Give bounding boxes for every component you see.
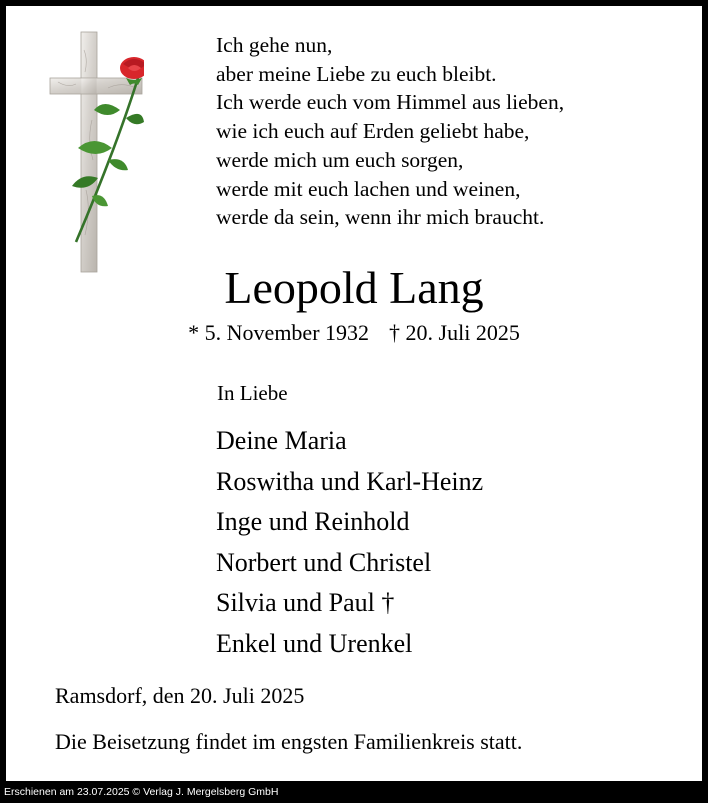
mourners-list — [216, 421, 483, 664]
poem-line: wie ich euch auf Erden geliebt habe, — [216, 119, 530, 144]
burial-note: Die Beisetzung findet im engsten Familienkreis statt. — [55, 729, 523, 754]
mourner-name: Inge und Reinhold — [216, 507, 410, 536]
death-date: † 20. Juli 2025 — [389, 320, 520, 345]
poem — [216, 31, 564, 232]
poem-line: Ich gehe nun, — [216, 33, 333, 57]
place-and-date: Ramsdorf, den 20. Juli 2025 — [55, 683, 305, 708]
greeting: In Liebe — [217, 381, 288, 405]
poem-line: Ich werde euch vom Himmel aus lieben, — [216, 90, 565, 115]
poem-line: werde da sein, wenn ihr mich braucht. — [216, 205, 545, 230]
mourner-name: Enkel und Urenkel — [216, 628, 413, 658]
deceased-name: Leopold Lang — [224, 262, 484, 313]
poem-line: werde mit euch lachen und weinen, — [216, 176, 521, 201]
cross-with-rose-icon — [48, 30, 144, 274]
publication-footer: Erschienen am 23.07.2025 © Verlag J. Mergelsberg GmbH — [4, 786, 279, 798]
obituary-notice — [6, 6, 702, 781]
mourner-name: Deine Maria — [216, 426, 347, 455]
poem-line: aber meine Liebe zu euch bleibt. — [216, 61, 497, 86]
life-dates — [6, 319, 702, 347]
poem-line: werde mich um euch sorgen, — [216, 147, 464, 172]
mourner-name: Silvia und Paul † — [216, 588, 395, 617]
birth-date: * 5. November 1932 — [188, 320, 370, 345]
mourner-name: Roswitha und Karl-Heinz — [216, 466, 484, 496]
mourner-name: Norbert und Christel — [216, 547, 432, 577]
